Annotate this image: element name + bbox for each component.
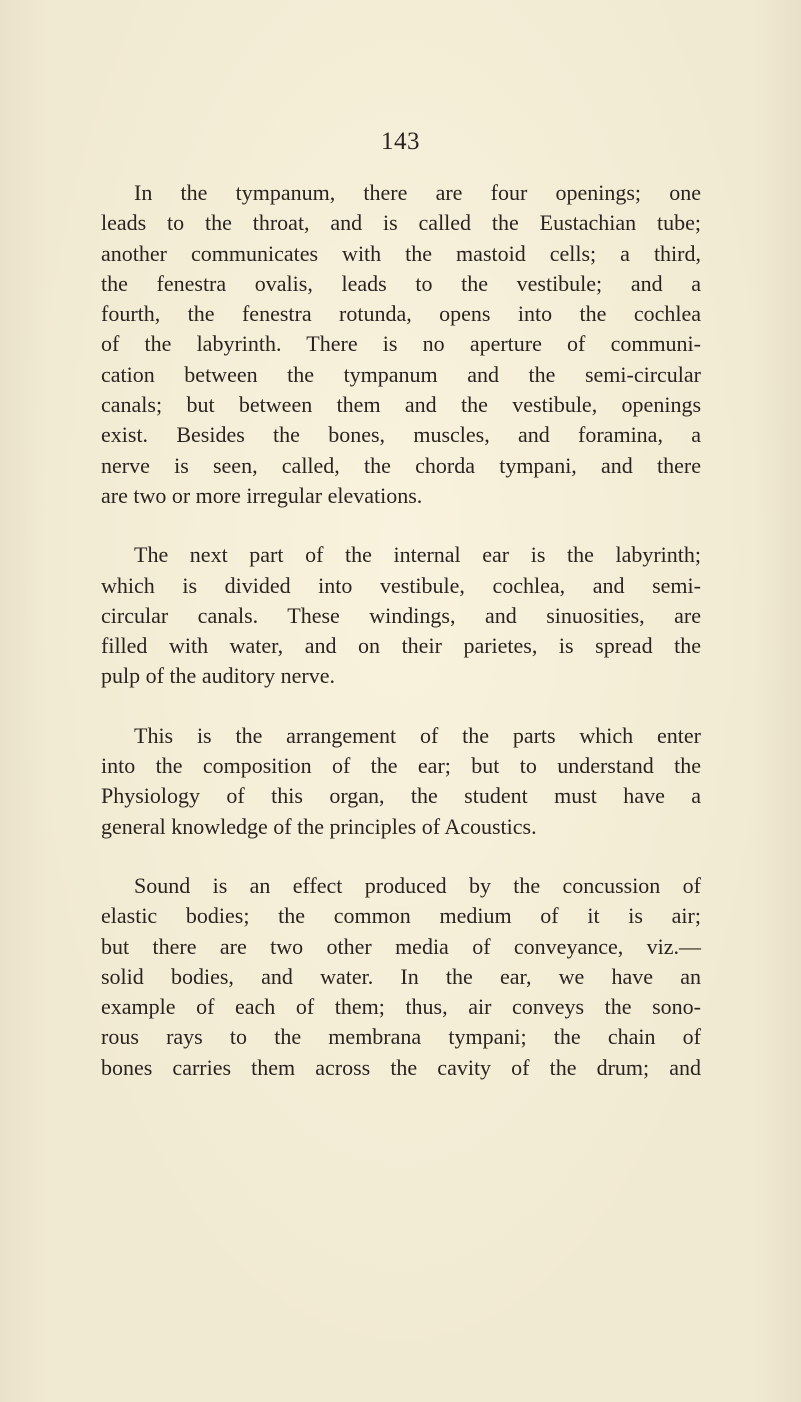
text-line: the fenestra ovalis, leads to the vestibule; and a xyxy=(101,270,701,296)
text-line: general knowledge of the principles of Acoustics. xyxy=(101,813,537,839)
text-line: cation between the tympanum and the semi-circular xyxy=(101,361,701,387)
text-line: of the labyrinth. There is no aperture of communi- xyxy=(101,331,701,357)
text-line: nerve is seen, called, the chorda tympani, and there xyxy=(101,452,701,478)
text-line: leads to the throat, and is called the Eustachian tube; xyxy=(101,210,701,236)
paragraph-tympanum xyxy=(101,178,701,511)
text-line: are two or more irregular elevations. xyxy=(101,482,423,508)
text-line: In the tympanum, there are four openings; one xyxy=(134,180,701,205)
text-line: circular canals. These windings, and sinuosities, are xyxy=(101,602,701,628)
text-line: pulp of the auditory nerve. xyxy=(101,663,335,689)
text-line: The next part of the internal ear is the labyrinth; xyxy=(134,542,701,568)
page-number: 143 xyxy=(381,128,420,155)
text-line: fourth, the fenestra rotunda, opens into the cochlea xyxy=(101,301,701,327)
text-line: rous rays to the membrana tympani; the chain of xyxy=(101,1024,701,1050)
paragraph-arrangement xyxy=(101,721,701,842)
text-line: Sound is an effect produced by the concussion of xyxy=(134,872,701,898)
text-line: bones carries them across the cavity of the drum; and xyxy=(101,1054,701,1080)
text-line: example of each of them; thus, air conveys the sono- xyxy=(101,994,701,1020)
paragraph-labyrinth xyxy=(101,540,701,691)
text-line: canals; but between them and the vestibule, openings xyxy=(101,392,701,418)
paragraph-sound xyxy=(101,871,701,1083)
text-line: another communicates with the mastoid cells; a third, xyxy=(101,240,701,266)
body-text xyxy=(101,178,701,1083)
text-line: exist. Besides the bones, muscles, and foramina, a xyxy=(101,422,701,448)
text-line: filled with water, and on their parietes, is spread the xyxy=(101,633,701,659)
text-line: Physiology of this organ, the student must have a xyxy=(101,783,701,809)
text-line: This is the arrangement of the parts which enter xyxy=(134,722,701,748)
text-line: into the composition of the ear; but to understand the xyxy=(101,753,701,779)
text-line: but there are two other media of conveyance, viz.— xyxy=(101,933,701,959)
text-line: elastic bodies; the common medium of it is air; xyxy=(101,903,701,929)
text-line: which is divided into vestibule, cochlea, and semi- xyxy=(101,572,701,598)
text-line: solid bodies, and water. In the ear, we have an xyxy=(101,963,701,989)
